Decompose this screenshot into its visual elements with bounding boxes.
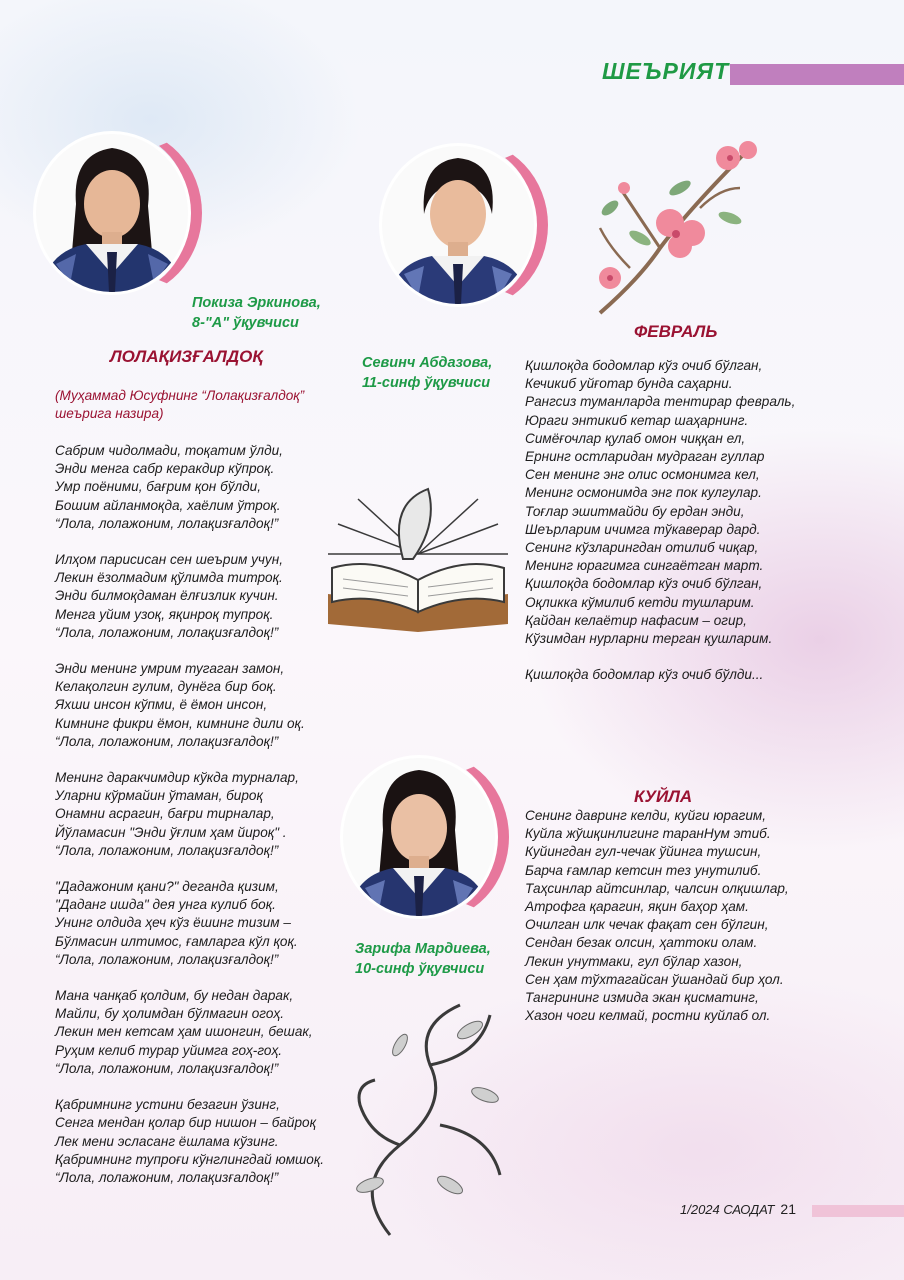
poem-line: Ернинг остларидан мудраган гуллар [525, 449, 765, 465]
poem-line: Тангрининг измида экан қисматинг, [525, 990, 759, 1006]
poem-line: Сабрим чидолмади, тоқатим ўлди, [55, 443, 283, 458]
page-footer [680, 1201, 796, 1217]
poem-stanza [55, 878, 324, 969]
section-title: ШЕЪРИЯТ [602, 58, 730, 84]
poem-line: Куйла жўшқинлигинг таранHум этиб. [525, 826, 771, 842]
poem-line: Тоғлар эшитмайди бу ердан энди, [525, 503, 745, 519]
poem-line: Хазон чоги келмай, ростни куйлаб ол. [525, 1008, 771, 1024]
poem-title-lolaqizgaldoq: ЛОЛАҚИЗҒАЛДОҚ [110, 347, 263, 366]
poem-line: Руҳим келиб турар уйимга гоҳ-гоҳ. [55, 1042, 283, 1058]
girl-portrait-icon [343, 758, 495, 916]
poem-line: Сенинг давринг келди, куйги юрагим, [525, 808, 766, 823]
poem-stanza [525, 666, 795, 684]
poem-title-kuyla: КУЙЛА [634, 787, 693, 806]
poem-line: “Лола, лолажоним, лолақизғалдоқ!” [55, 733, 279, 749]
poem-line: Очилган илк чечак фақат сен бўлгин, [525, 917, 769, 933]
poem-line: Лекин мен кетсам ҳам ишонгин, бешак, [55, 1024, 313, 1040]
poem-line: "Дадажоним қани?" деганда қизим, [55, 879, 279, 895]
open-book-quill-icon [318, 484, 518, 634]
poem-line: “Лола, лолажоним, лолақизғалдоқ!” [55, 624, 279, 640]
girl-portrait-icon [382, 146, 534, 304]
note-line: (Муҳаммад Юсуфнинг “Лолақизғалдоқ” [55, 388, 305, 403]
note-line: шеърига назира) [55, 406, 164, 421]
author-caption-3 [355, 939, 491, 979]
author-grade: 8-"А" ўқувчиси [192, 315, 299, 331]
page-number: 21 [780, 1201, 796, 1217]
poem-stanza [55, 442, 324, 533]
poem-line: Сенга мендан қолар бир нишон – байроқ [55, 1115, 317, 1131]
poem-body-kuyla [525, 807, 789, 1043]
poem-line: Юраги энтикиб кетар шаҳарнинг. [525, 412, 749, 428]
poem-line: Илҳом парисисан сен шеърим учун, [55, 552, 283, 568]
poem-line: Қабримнинг устини безагин ўзинг, [55, 1097, 280, 1113]
footer-bar [812, 1205, 904, 1217]
poem-stanza [55, 551, 324, 642]
poem-stanza [55, 987, 324, 1078]
poem-line: Лекин унутмаки, гул бўлар хазон, [525, 953, 743, 969]
poem-dedication-note [55, 387, 304, 423]
author-grade: 10-синф ўқувчиси [355, 961, 485, 977]
blossom-branch-icon [580, 128, 770, 318]
poem-line: Қишлоқда бодомлар кўз очиб бўлган, [525, 576, 763, 592]
poem-line: Энди билмоқдаман ёлғизлик кучин. [55, 588, 279, 604]
poem-line: Кўзимдан нурларни терган қушларим. [525, 631, 773, 647]
poem-line: Энди менга сабр керакдир кўпроқ. [55, 461, 275, 477]
poem-line: Шеърларим ичимга тўкаверар дард. [525, 521, 761, 537]
poem-line: Бошим айланмоқда, хаёлим ўтроқ. [55, 497, 281, 513]
poem-line: Унинг олдида ҳеч кўз ёшинг тизим – [55, 915, 291, 931]
poem-line: Яхши инсон кўпми, ё ёмон инсон, [55, 697, 268, 713]
poem-line: Атрофга қарагин, яқин баҳор ҳам. [525, 899, 749, 915]
poem-line: Қабримнинг тупроғи кўнглингдай юмшоқ. [55, 1151, 325, 1167]
poem-line: “Лола, лолажоним, лолақизғалдоқ!” [55, 951, 279, 967]
author-grade: 11-синф ўқувчиси [362, 375, 491, 391]
poem-line: Қишлоқда бодомлар кўз очиб бўлди... [525, 667, 764, 683]
poem-line: Бўлмасин илтимос, ғамларга кўл қоқ. [55, 933, 298, 949]
poem-body-fevral [525, 357, 795, 702]
poem-line: Менинг осмонимда энг пок кулгулар. [525, 485, 762, 501]
poem-line: Келақолгин гулим, дунёга бир боқ. [55, 679, 277, 695]
poem-line: Барча ғамлар кетсин тез унутилиб. [525, 862, 762, 878]
poem-line: Менинг юрагимга сингаётган март. [525, 558, 764, 574]
author-caption-1 [192, 293, 321, 333]
author-name: Покиза Эркинова, [192, 295, 321, 311]
poem-line: Лекин ёзолмадим қўлимда титроқ. [55, 570, 283, 586]
author-name: Севинч Абдазова, [362, 355, 493, 371]
poem-title-fevral: ФЕВРАЛЬ [634, 322, 718, 341]
poem-line: Кечикиб уйғотар бунда саҳарни. [525, 376, 733, 392]
poem-line: Сенинг кўзларингдан отилиб чиқар, [525, 540, 759, 556]
poem-line: Рангсиз туманларда тентирар февраль, [525, 394, 796, 410]
poem-line: Майли, бу ҳолимдан бўлмагин огоҳ. [55, 1006, 284, 1022]
author-name: Зарифа Мардиева, [355, 941, 491, 957]
poem-stanza [525, 807, 789, 1025]
poem-line: Сен ҳам тўхтагайсан ўшандай бир ҳол. [525, 971, 784, 987]
poem-line: Менинг даракчимдир кўкда турналар, [55, 770, 299, 786]
author-photo-3 [343, 752, 503, 922]
poem-line: Кимнинг фикри ёмон, кимнинг дили оқ. [55, 715, 305, 731]
poem-line: “Лола, лолажоним, лолақизғалдоқ!” [55, 1169, 279, 1185]
poem-line: Сен менинг энг олис осмонимга кел, [525, 467, 760, 483]
poem-line: “Лола, лолажоним, лолақизғалдоқ!” [55, 515, 279, 531]
issue-label: 1/2024 САОДАТ [680, 1202, 775, 1217]
poem-line: “Лола, лолажоним, лолақизғалдоқ!” [55, 842, 279, 858]
poem-stanza [525, 357, 795, 648]
poem-line: Уларни кўрмайин ўтаман, бироқ [55, 788, 263, 804]
poem-line: Менга уйим узоқ, яқинроқ тупроқ. [55, 606, 274, 622]
author-photo-1 [36, 128, 196, 298]
poem-line: Онамни асрагин, бағри тирналар, [55, 806, 275, 822]
poem-line: "Даданг ишда" дея унга кулиб боқ. [55, 897, 276, 913]
author-photo-2 [382, 140, 542, 310]
poem-line: Мана чанқаб қолдим, бу недан дарак, [55, 988, 294, 1004]
poem-line: Оқликка кўмилиб кетди тушларим. [525, 594, 755, 610]
poem-line: Қайдан келаётир нафасим – огир, [525, 612, 747, 628]
poem-stanza [55, 660, 324, 751]
poem-line: Таҳсинлар айтсинлар, чалсин олқишлар, [525, 880, 789, 896]
poem-line: Энди менинг умрим тугаган замон, [55, 661, 285, 677]
floral-swirl-icon [330, 985, 530, 1245]
poem-stanza [55, 1096, 324, 1187]
poem-line: Қишлоқда бодомлар кўз очиб бўлган, [525, 358, 763, 373]
poem-line: Сендан безак олсин, ҳаттоки олам. [525, 935, 758, 951]
author-caption-2 [362, 353, 492, 393]
poem-body-lolaqizgaldoq [55, 442, 324, 1205]
poem-line: Лек мени эсласанг ёшлама кўзинг. [55, 1133, 279, 1149]
girl-portrait-icon [36, 134, 188, 292]
poem-stanza [55, 769, 324, 860]
poem-line: Куйингдан гул-чечак ўйинга тушсин, [525, 844, 762, 860]
poem-line: Умр поёними, бағрим қон бўлди, [55, 479, 262, 495]
section-title-bar [730, 64, 904, 85]
poem-line: Йўламасин "Энди ўғлим ҳам йироқ" . [55, 824, 287, 840]
poem-line: Симёғочлар қулаб омон чиққан ел, [525, 430, 746, 446]
poem-line: “Лола, лолажоним, лолақизғалдоқ!” [55, 1060, 279, 1076]
